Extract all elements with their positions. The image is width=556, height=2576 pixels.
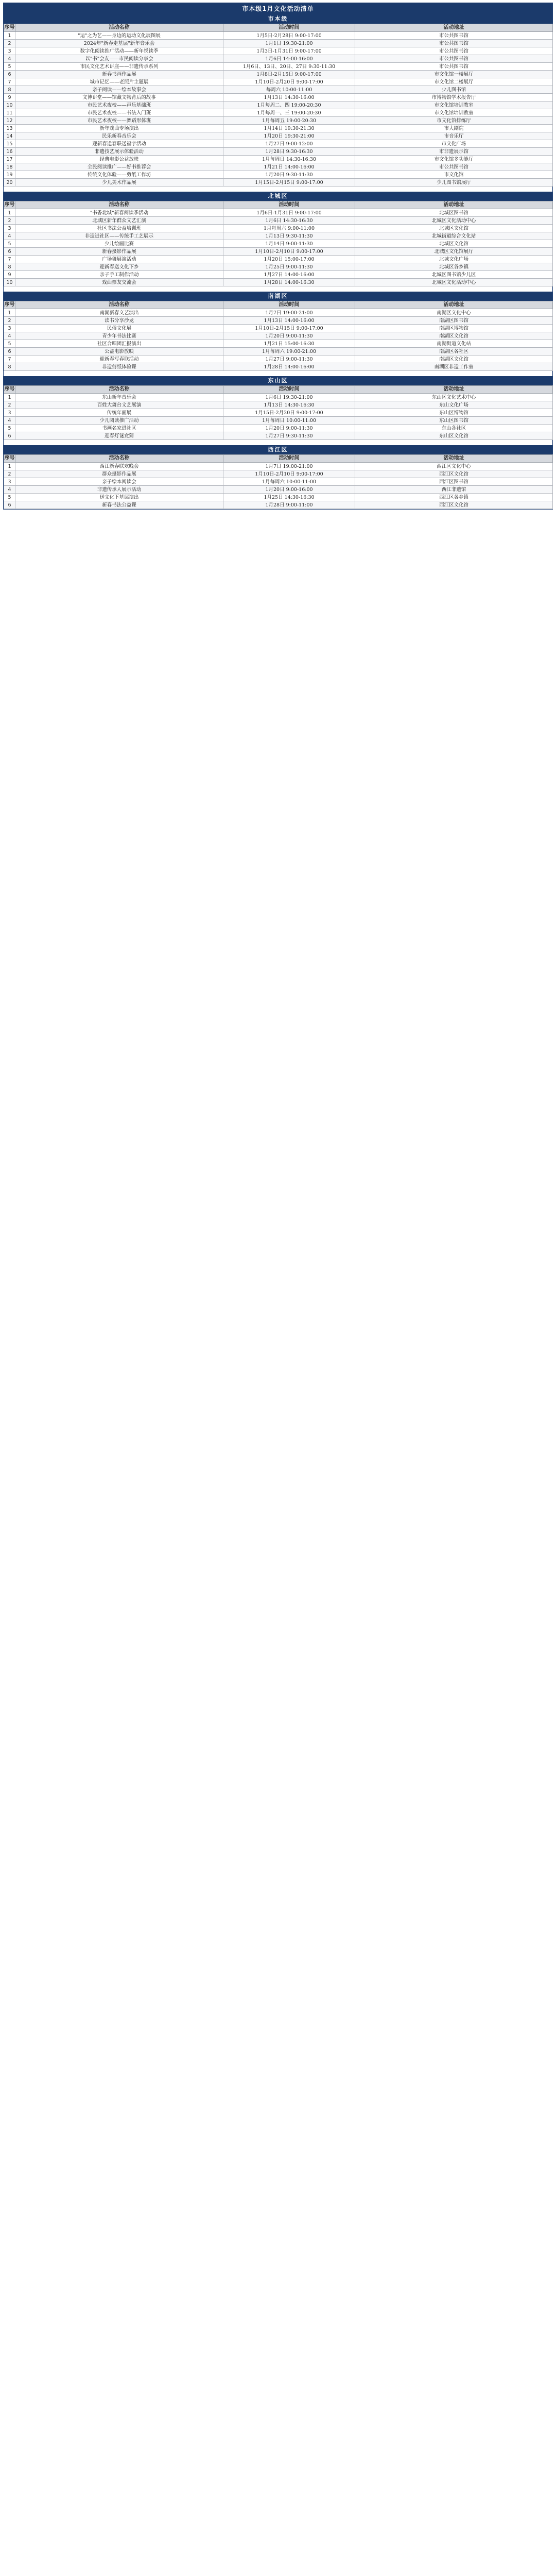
activity-time: 1月6日 14:30-16:30	[223, 217, 355, 225]
activity-time: 1月每周日 14:30-16:30	[223, 156, 355, 163]
activity-name: 传统年画展	[15, 409, 223, 417]
table-row	[4, 163, 553, 171]
activity-name: 亲子绘本阅读会	[15, 478, 223, 486]
table-header-row	[4, 201, 553, 209]
table-row	[4, 248, 553, 256]
row-index: 8	[4, 363, 15, 371]
activity-address: 西江区各乡镇	[355, 494, 553, 501]
activity-name: 经典电影公益放映	[15, 156, 223, 163]
table-row	[4, 501, 553, 509]
table-row	[4, 470, 553, 478]
table-row	[4, 355, 553, 363]
activity-name: 迎新春写春联活动	[15, 355, 223, 363]
header-activity-time: 活动时间	[223, 386, 355, 394]
activity-address: 南湖区各社区	[355, 348, 553, 355]
activity-time: 每周六 10:00-11:00	[223, 86, 355, 94]
header-activity-address: 活动地址	[355, 201, 553, 209]
activity-time: 1月20日 9:00-16:00	[223, 486, 355, 494]
row-index: 5	[4, 63, 15, 71]
activity-time: 1月28日 14:00-16:30	[223, 279, 355, 286]
row-index: 14	[4, 132, 15, 140]
table-row	[4, 32, 553, 40]
activity-name: 书画名家进社区	[15, 425, 223, 432]
row-index: 2	[4, 317, 15, 325]
activity-time: 1月7日 19:00-21:00	[223, 309, 355, 317]
activity-name: 市民艺术夜校——舞蹈形体班	[15, 117, 223, 125]
activity-name: 新年戏曲专场演出	[15, 125, 223, 132]
table-row	[4, 78, 553, 86]
activity-name: 少儿绘画比赛	[15, 240, 223, 248]
table-header-row	[4, 24, 553, 32]
row-index: 4	[4, 332, 15, 340]
row-index: 18	[4, 163, 15, 171]
activity-address: 北城区文化馆展厅	[355, 248, 553, 256]
table-row	[4, 225, 553, 232]
header-index: 序号	[4, 201, 15, 209]
table-row	[4, 148, 553, 156]
table-row	[4, 86, 553, 94]
activity-time: 1月6日、13日、20日、27日 9:30-11:30	[223, 63, 355, 71]
activity-address: 南湖区文化中心	[355, 309, 553, 317]
header-activity-address: 活动地址	[355, 386, 553, 394]
activity-name: 社区合唱团汇报演出	[15, 340, 223, 348]
activity-name: 非遗传承人展示活动	[15, 486, 223, 494]
activity-name: 民乐新春音乐会	[15, 132, 223, 140]
header-activity-name: 活动名称	[15, 201, 223, 209]
table-row	[4, 309, 553, 317]
activity-time: 1月10日-2月10日 9:00-17:00	[223, 470, 355, 478]
activity-address: 市大剧院	[355, 125, 553, 132]
activity-name: 亲子阅读——绘本故事会	[15, 86, 223, 94]
table-row	[4, 256, 553, 263]
activity-time: 1月6日-1月31日 9:00-17:00	[223, 209, 355, 217]
activity-address: 西江区文化馆	[355, 501, 553, 509]
activity-time: 1月13日 14:00-16:00	[223, 317, 355, 325]
row-index: 6	[4, 432, 15, 440]
row-index: 12	[4, 117, 15, 125]
activity-name: 新春摄影作品展	[15, 248, 223, 256]
activity-time: 1月7日 19:00-21:00	[223, 463, 355, 470]
activity-address: 西江区文化中心	[355, 463, 553, 470]
row-index: 2	[4, 217, 15, 225]
row-index: 13	[4, 125, 15, 132]
table-row	[4, 263, 553, 271]
activity-address: 市文化广场	[355, 140, 553, 148]
activity-address: 市文化馆二楼展厅	[355, 78, 553, 86]
row-index: 3	[4, 225, 15, 232]
activity-name: 传统文化体验——剪纸工作坊	[15, 171, 223, 179]
row-index: 7	[4, 355, 15, 363]
activity-time: 1月14日 19:30-21:30	[223, 125, 355, 132]
header-activity-address: 活动地址	[355, 455, 553, 463]
row-index: 16	[4, 148, 15, 156]
activity-time: 1月20日 9:00-11:30	[223, 332, 355, 340]
activity-time: 1月27日 9:00-11:30	[223, 355, 355, 363]
activity-name: 2024年"新春走基层"新年音乐会	[15, 40, 223, 47]
activity-time: 1月28日 14:00-16:00	[223, 363, 355, 371]
activity-time: 1月每周一、三 19:00-20:30	[223, 109, 355, 117]
table-row	[4, 417, 553, 425]
activity-address: 市公共图书馆	[355, 47, 553, 55]
activity-time: 1月每周六 10:00-11:00	[223, 478, 355, 486]
row-index: 1	[4, 209, 15, 217]
activity-address: 少儿图书馆	[355, 86, 553, 94]
row-index: 7	[4, 78, 15, 86]
activity-address: 东山文化广场	[355, 401, 553, 409]
row-index: 5	[4, 340, 15, 348]
row-index: 3	[4, 47, 15, 55]
row-index: 7	[4, 256, 15, 263]
table-row	[4, 279, 553, 286]
activity-name: 市民艺术夜校——书法入门班	[15, 109, 223, 117]
table-row	[4, 425, 553, 432]
activity-name: 群众摄影作品展	[15, 470, 223, 478]
activity-address: 南湖街道文化站	[355, 340, 553, 348]
activity-name: 广场舞展演活动	[15, 256, 223, 263]
activity-time: 1月25日 9:00-11:30	[223, 263, 355, 271]
section-table	[4, 301, 553, 371]
table-row	[4, 432, 553, 440]
activity-name: 西江新春联欢晚会	[15, 463, 223, 470]
row-index: 1	[4, 394, 15, 401]
activity-name: 非遗进社区——传统手工艺展示	[15, 232, 223, 240]
row-index: 1	[4, 32, 15, 40]
activity-name: 非遗剪纸体验课	[15, 363, 223, 371]
activity-address: 北城区文化馆	[355, 240, 553, 248]
activity-time: 1月14日 9:00-11:30	[223, 240, 355, 248]
activity-time: 1月3日-1月31日 9:00-17:00	[223, 47, 355, 55]
activity-address: 市文化馆多功能厅	[355, 156, 553, 163]
row-index: 1	[4, 463, 15, 470]
activity-name: 亲子手工制作活动	[15, 271, 223, 279]
activity-address: 市公共图书馆	[355, 55, 553, 63]
activity-name: 市民文化艺术讲座——非遗传承系列	[15, 63, 223, 71]
document-title: 市本级1月文化活动清单	[4, 3, 552, 14]
section-table	[4, 454, 553, 509]
activity-name: 北城区新年群众文艺汇演	[15, 217, 223, 225]
activity-name: 公益电影放映	[15, 348, 223, 355]
activity-name: 少儿阅读推广活动	[15, 417, 223, 425]
table-row	[4, 171, 553, 179]
activity-name: "书香北城"新春阅读季活动	[15, 209, 223, 217]
activity-time: 1月6日 19:30-21:00	[223, 394, 355, 401]
activity-time: 1月28日 9:00-11:00	[223, 501, 355, 509]
table-row	[4, 217, 553, 225]
activity-time: 1月每周五 19:00-20:30	[223, 117, 355, 125]
activity-address: 市公共图书馆	[355, 63, 553, 71]
activity-address: 北城区图书馆	[355, 209, 553, 217]
activity-address: 南湖区博物馆	[355, 325, 553, 332]
activity-address: 市公共图书馆	[355, 32, 553, 40]
row-index: 17	[4, 156, 15, 163]
row-index: 15	[4, 140, 15, 148]
activity-time: 1月1日 19:30-21:00	[223, 40, 355, 47]
section-title: 北城区	[4, 192, 552, 201]
table-row	[4, 463, 553, 470]
table-row	[4, 394, 553, 401]
table-row	[4, 232, 553, 240]
activity-name: 迎春灯谜竞猜	[15, 432, 223, 440]
activity-time: 1月13日 14:30-16:30	[223, 401, 355, 409]
activity-name: 百姓大舞台文艺展演	[15, 401, 223, 409]
activity-time: 1月20日 9:00-11:30	[223, 425, 355, 432]
row-index: 4	[4, 55, 15, 63]
activity-address: 市文化馆	[355, 171, 553, 179]
activity-address: 北城区文化活动中心	[355, 217, 553, 225]
header-activity-name: 活动名称	[15, 386, 223, 394]
row-index: 8	[4, 263, 15, 271]
table-header-row	[4, 386, 553, 394]
header-index: 序号	[4, 455, 15, 463]
header-index: 序号	[4, 386, 15, 394]
section-title: 西江区	[4, 445, 552, 454]
activity-address: 市文化馆培训教室	[355, 101, 553, 109]
table-row	[4, 140, 553, 148]
activity-name: 文博讲堂——馆藏文物背后的故事	[15, 94, 223, 101]
table-row	[4, 117, 553, 125]
activity-time: 1月15日-2月15日 9:00-17:00	[223, 179, 355, 187]
activity-address: 南湖区非遗工作室	[355, 363, 553, 371]
activity-address: 北城街道综合文化站	[355, 232, 553, 240]
activity-address: 北城区图书馆少儿区	[355, 271, 553, 279]
activity-address: 东山区文化馆	[355, 432, 553, 440]
activity-time: 1月27日 9:00-12:00	[223, 140, 355, 148]
activity-time: 1月27日 9:30-11:30	[223, 432, 355, 440]
activity-time: 1月每周二、四 19:00-20:30	[223, 101, 355, 109]
row-index: 4	[4, 232, 15, 240]
row-index: 19	[4, 171, 15, 179]
activity-time: 1月5日-2月28日 9:00-17:00	[223, 32, 355, 40]
table-row	[4, 363, 553, 371]
activity-time: 1月21日 15:00-16:30	[223, 340, 355, 348]
activity-time: 1月10日-2月15日 9:00-17:00	[223, 325, 355, 332]
row-index: 2	[4, 470, 15, 478]
activity-name: 城市记忆——老照片主题展	[15, 78, 223, 86]
activity-address: 西江非遗馆	[355, 486, 553, 494]
activity-name: 以"书"会友——市民阅读分享会	[15, 55, 223, 63]
activity-time: 1月每周六 9:00-11:00	[223, 225, 355, 232]
row-index: 5	[4, 425, 15, 432]
row-index: 5	[4, 494, 15, 501]
activity-address: 市公共图书馆	[355, 40, 553, 47]
activity-address: 东山各社区	[355, 425, 553, 432]
activity-time: 1月每周日 10:00-11:00	[223, 417, 355, 425]
header-activity-address: 活动地址	[355, 301, 553, 309]
activity-time: 1月6日 14:00-16:00	[223, 55, 355, 63]
activity-name: 青少年书法比赛	[15, 332, 223, 340]
activity-address: 北城区各乡镇	[355, 263, 553, 271]
table-row	[4, 63, 553, 71]
activity-time: 1月每周六 19:00-21:00	[223, 348, 355, 355]
row-index: 10	[4, 279, 15, 286]
activity-time: 1月13日 14:30-16:00	[223, 94, 355, 101]
activity-name: 读书分享沙龙	[15, 317, 223, 325]
activity-address: 北城区文化活动中心	[355, 279, 553, 286]
row-index: 2	[4, 401, 15, 409]
activity-time: 1月20日 9:30-11:30	[223, 171, 355, 179]
activity-name: 迎新春送春联送福字活动	[15, 140, 223, 148]
table-row	[4, 55, 553, 63]
table-row	[4, 317, 553, 325]
row-index: 6	[4, 501, 15, 509]
row-index: 9	[4, 94, 15, 101]
table-row	[4, 401, 553, 409]
table-row	[4, 486, 553, 494]
header-activity-address: 活动地址	[355, 24, 553, 32]
header-index: 序号	[4, 24, 15, 32]
row-index: 3	[4, 325, 15, 332]
activity-address: 西江区文化馆	[355, 470, 553, 478]
header-activity-name: 活动名称	[15, 455, 223, 463]
activity-name: 新春书画作品展	[15, 71, 223, 78]
activity-time: 1月28日 9:30-16:30	[223, 148, 355, 156]
activity-address: 西江区图书馆	[355, 478, 553, 486]
row-index: 5	[4, 240, 15, 248]
activity-address: 市文化馆一楼展厅	[355, 71, 553, 78]
header-index: 序号	[4, 301, 15, 309]
activity-time: 1月20日 15:00-17:00	[223, 256, 355, 263]
row-index: 4	[4, 417, 15, 425]
activity-address: 市非遗展示馆	[355, 148, 553, 156]
section-table	[4, 24, 553, 187]
row-index: 6	[4, 348, 15, 355]
row-index: 20	[4, 179, 15, 187]
activity-name: 送文化下基层演出	[15, 494, 223, 501]
activity-time: 1月15日-2月20日 9:00-17:00	[223, 409, 355, 417]
table-row	[4, 47, 553, 55]
activity-name: 社区书法公益培训班	[15, 225, 223, 232]
table-row	[4, 494, 553, 501]
row-index: 2	[4, 40, 15, 47]
table-row	[4, 40, 553, 47]
activity-address: 市文化馆培训教室	[355, 109, 553, 117]
activity-time: 1月20日 19:30-21:00	[223, 132, 355, 140]
activity-name: 民俗文化展	[15, 325, 223, 332]
table-row	[4, 325, 553, 332]
section-table	[4, 201, 553, 286]
table-row	[4, 101, 553, 109]
activity-address: 东山区图书馆	[355, 417, 553, 425]
section-title: 东山区	[4, 376, 552, 385]
table-row	[4, 179, 553, 187]
table-row	[4, 156, 553, 163]
header-activity-name: 活动名称	[15, 24, 223, 32]
table-header-row	[4, 455, 553, 463]
header-activity-name: 活动名称	[15, 301, 223, 309]
activity-name: "运"之为艺——身边的运动文化展图展	[15, 32, 223, 40]
activity-time: 1月21日 14:00-16:00	[223, 163, 355, 171]
activity-address: 市音乐厅	[355, 132, 553, 140]
header-activity-time: 活动时间	[223, 201, 355, 209]
activity-name: 新春书法公益课	[15, 501, 223, 509]
table-row	[4, 125, 553, 132]
activity-time: 1月10日-2月10日 9:00-17:00	[223, 248, 355, 256]
table-row	[4, 332, 553, 340]
activity-address: 市博物馆学术报告厅	[355, 94, 553, 101]
activity-name: 数字化阅读推广活动——新年悦读季	[15, 47, 223, 55]
table-row	[4, 340, 553, 348]
activity-address: 市文化馆排练厅	[355, 117, 553, 125]
sections-container	[4, 14, 552, 509]
section-title: 南湖区	[4, 292, 552, 301]
section-title: 市本级	[4, 14, 552, 24]
activity-name: 戏曲票友交流会	[15, 279, 223, 286]
header-activity-time: 活动时间	[223, 24, 355, 32]
table-row	[4, 271, 553, 279]
activity-name: 东山新年音乐会	[15, 394, 223, 401]
table-row	[4, 71, 553, 78]
activity-time: 1月25日 14:30-16:30	[223, 494, 355, 501]
activity-address: 北城文化广场	[355, 256, 553, 263]
activity-name: 少儿美术作品展	[15, 179, 223, 187]
table-row	[4, 409, 553, 417]
activity-address: 东山区文化艺术中心	[355, 394, 553, 401]
activity-address: 南湖区文化馆	[355, 332, 553, 340]
row-index: 3	[4, 409, 15, 417]
header-activity-time: 活动时间	[223, 455, 355, 463]
activity-time: 1月13日 9:30-11:30	[223, 232, 355, 240]
activity-address: 市公共图书馆	[355, 163, 553, 171]
table-row	[4, 109, 553, 117]
schedule-document	[3, 3, 553, 510]
table-row	[4, 348, 553, 355]
row-index: 11	[4, 109, 15, 117]
activity-address: 北城区文化馆	[355, 225, 553, 232]
table-row	[4, 478, 553, 486]
activity-time: 1月10日-2月20日 9:00-17:00	[223, 78, 355, 86]
table-header-row	[4, 301, 553, 309]
activity-name: 非遗技艺展示体验活动	[15, 148, 223, 156]
row-index: 4	[4, 486, 15, 494]
activity-address: 东山区博物馆	[355, 409, 553, 417]
row-index: 10	[4, 101, 15, 109]
row-index: 3	[4, 478, 15, 486]
activity-address: 少儿图书馆展厅	[355, 179, 553, 187]
table-row	[4, 132, 553, 140]
row-index: 9	[4, 271, 15, 279]
activity-name: 迎新春送文化下乡	[15, 263, 223, 271]
header-activity-time: 活动时间	[223, 301, 355, 309]
activity-time: 1月8日-2月15日 9:00-17:00	[223, 71, 355, 78]
row-index: 8	[4, 86, 15, 94]
activity-name: 市民艺术夜校——声乐基础班	[15, 101, 223, 109]
activity-address: 南湖区文化馆	[355, 355, 553, 363]
activity-name: 南湖新春文艺演出	[15, 309, 223, 317]
activity-name: 全民阅读推广——好书推荐会	[15, 163, 223, 171]
row-index: 6	[4, 248, 15, 256]
section-table	[4, 385, 553, 440]
table-row	[4, 209, 553, 217]
table-row	[4, 240, 553, 248]
activity-address: 南湖区图书馆	[355, 317, 553, 325]
row-index: 6	[4, 71, 15, 78]
activity-time: 1月27日 14:00-16:00	[223, 271, 355, 279]
row-index: 1	[4, 309, 15, 317]
table-row	[4, 94, 553, 101]
